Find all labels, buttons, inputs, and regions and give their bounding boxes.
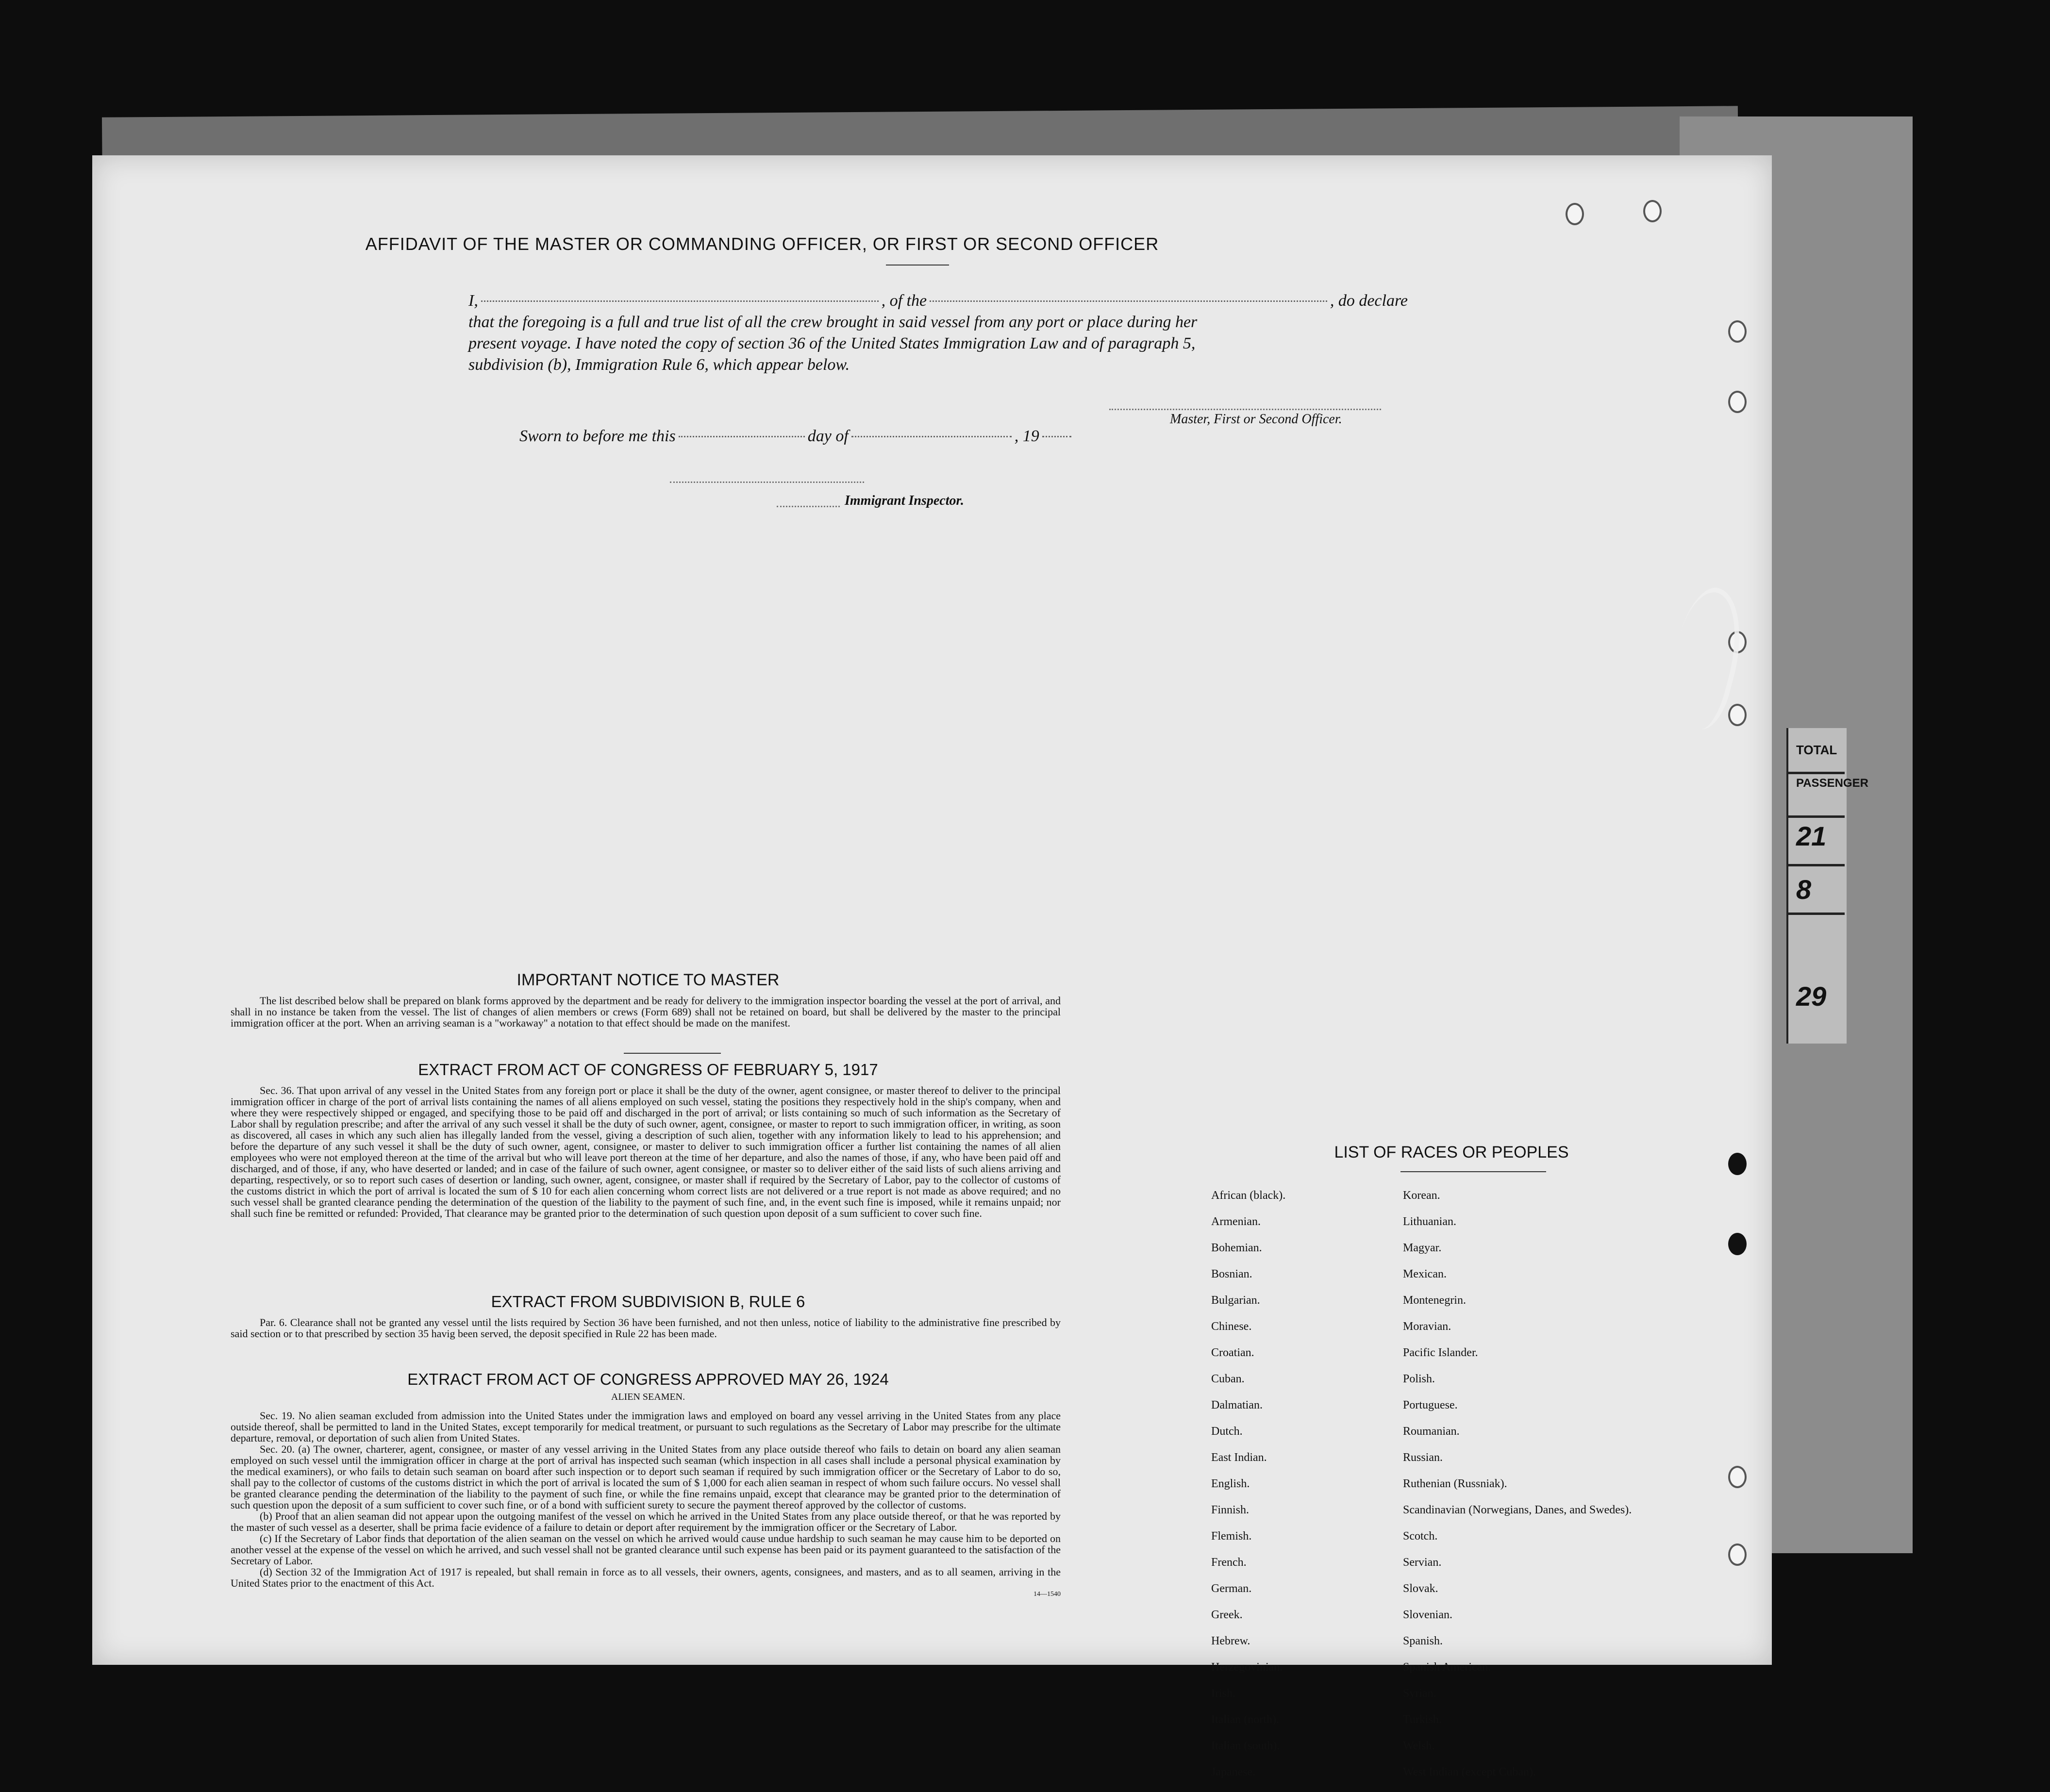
- race-item: Hebrew.: [1211, 1635, 1250, 1647]
- race-item: Lithuanian.: [1403, 1215, 1456, 1228]
- race-item: Dalmatian.: [1211, 1399, 1263, 1411]
- races-list: [1211, 1189, 1648, 1792]
- section-20b-paragraph: (b) Proof that an alien seaman did not appear upon the outgoing manifest of the vessel on which he arrived in the United States from any place outside thereof, or that he was reported by the master of such vessel as a deserter, shall be prima facie evidence of a failure to detain or deport after requirement by the immigration officer or the Secretary of Labor.: [231, 1510, 1061, 1533]
- race-item: Turkish.: [1403, 1713, 1442, 1726]
- race-item: Dutch.: [1211, 1425, 1243, 1438]
- race-item: Irish.: [1211, 1687, 1235, 1700]
- race-item: Japanese.: [1211, 1766, 1256, 1778]
- race-item: Ruthenian (Russniak).: [1403, 1477, 1507, 1490]
- race-item: Cuban.: [1211, 1373, 1245, 1385]
- race-item: Welsh.: [1403, 1740, 1435, 1752]
- race-item: Greek.: [1211, 1609, 1243, 1621]
- race-item: Montenegrin.: [1403, 1294, 1466, 1307]
- race-item: Pacific Islander.: [1403, 1346, 1478, 1359]
- race-item: Polish.: [1403, 1373, 1435, 1385]
- inspector-signature-dots: [777, 506, 840, 508]
- inspector-label: Immigrant Inspector.: [845, 493, 964, 508]
- sworn-label: Sworn to before me this: [519, 427, 676, 445]
- extract-1924-text: [231, 1410, 1061, 1600]
- sworn-month-field[interactable]: [851, 436, 1012, 437]
- race-item: East Indian.: [1211, 1451, 1267, 1464]
- affidavit-declaration: [468, 290, 1408, 376]
- race-item: Slovak.: [1403, 1582, 1438, 1595]
- race-item: Bosnian.: [1211, 1268, 1252, 1280]
- section-20a-paragraph: Sec. 20. (a) The owner, charterer, agent, consignee, or master of any vessel arriving in the United States from any place outside thereof who fails to detain on board any alien seaman employed on such vessel until the immigration officer in charge at the port of arrival has inspected such seaman (which inspection in all cases shall include a personal physical examination by the medical examiners), or who fails to detain such seaman on board after such inspection or to deport such seaman if required by such immigration officer or the Secretary of Labor to do so, shall pay to the collector of customs of the customs district in which the port of arrival is located the sum of $ 1,000 for each alien seaman in respect of whom such failure occurs. No vessel shall be granted clearance pending the determination of the liability to the payment of such fine, or while the fine remains unpaid, except that clearance may be granted prior to the determination of such question upon the deposit of a sum sufficient to cover such fine, or of a bond with sufficient surety to secure the payment thereof approved by the collector of customs.: [231, 1443, 1061, 1511]
- notice-paragraph: The list described below shall be prepared on blank forms approved by the department and be ready for delivery to the immigration inspector boarding the vessel at the port of arrival, and shall in no instance be taken from the vessel. The list of changes of alien members or crews (Form 689) shall not be retained on board, but shall be delivered by the master to the principal immigration officer at the port. When an arriving seaman is a "workaway" a notation to that effect should be made on the manifest.: [231, 995, 1061, 1029]
- vessel-name-field[interactable]: [930, 300, 1327, 302]
- sworn-line: [519, 427, 1074, 446]
- do-declare-label: , do declare: [1330, 292, 1408, 310]
- inspector-signature-line[interactable]: [670, 481, 864, 484]
- notice-text: [231, 995, 1061, 1029]
- tally-number: 8: [1796, 874, 1812, 905]
- punch-hole: [1643, 200, 1662, 222]
- declarant-name-field[interactable]: [481, 300, 879, 302]
- race-item: Slovenian.: [1403, 1609, 1452, 1621]
- race-item: African (black).: [1211, 1189, 1286, 1202]
- punch-hole: [1728, 391, 1747, 413]
- extract-1924-title: EXTRACT FROM ACT OF CONGRESS APPROVED MAY 26, 1924: [407, 1370, 889, 1388]
- tally-divider: [1786, 864, 1845, 866]
- race-item: Scotch.: [1403, 1530, 1438, 1543]
- declaration-line: [468, 290, 1408, 312]
- declaration-line: present voyage. I have noted the copy of section 36 of the United States Immigration Law and of paragraph 5,: [468, 334, 1196, 352]
- form-number: 14—1540: [1033, 1591, 1061, 1598]
- section-19-paragraph: Sec. 19. No alien seaman excluded from admission into the United States under the immigration laws and employed on board any vessel arriving in the United States from any place outside thereof, shall be permitted to land in the United States, except temporarily for medical treatment, or pursuant to such regulations as the Secretary of Labor may prescribe for the ultimate departure, removal, or deportation of such alien from United States.: [231, 1410, 1061, 1444]
- race-item: Roumanian.: [1403, 1425, 1460, 1438]
- master-signature-label: Master, First or Second Officer.: [1170, 412, 1342, 427]
- race-item: West Indian (except Cuban).: [1403, 1766, 1536, 1778]
- punch-hole: [1566, 203, 1584, 225]
- tally-divider: [1786, 772, 1845, 774]
- extract-rule6-text: [231, 1317, 1061, 1339]
- race-item: Mexican.: [1403, 1268, 1447, 1280]
- race-item: Italian (north).: [1211, 1713, 1279, 1726]
- race-item: Moravian.: [1403, 1320, 1451, 1333]
- punch-hole: [1728, 1153, 1747, 1175]
- section-20d-paragraph: (d) Section 32 of the Immigration Act of 1917 is repealed, but shall remain in force as to all vessels, their owners, agents, consignees, and masters, and as to all seamen, arriving in the United States prior to the enactment of this Act.: [231, 1566, 1061, 1589]
- declarant-prefix: I,: [468, 292, 478, 310]
- race-item: Armenian.: [1211, 1215, 1261, 1228]
- race-item: Scandinavian (Norwegians, Danes, and Swedes).: [1403, 1504, 1632, 1516]
- punch-hole: [1728, 320, 1747, 343]
- sworn-day-field[interactable]: [679, 436, 805, 437]
- tally-total-label: TOTAL: [1796, 743, 1837, 757]
- section-20c-paragraph: (c) If the Secretary of Labor finds that deportation of the alien seaman on the vessel on which he arrived would cause undue hardship to such seaman he may cause him to be deported on another vessel at the expense of the vessel on which he arrived, and such vessel shall not be granted clearance until such expense has been paid or its payment guaranteed to the satisfaction of the Secretary of Labor.: [231, 1532, 1061, 1567]
- extract-1917-text: [231, 1085, 1061, 1219]
- race-item: English.: [1211, 1477, 1250, 1490]
- race-item: Servian.: [1403, 1556, 1442, 1569]
- section-divider: [624, 1053, 721, 1054]
- race-item: French.: [1211, 1556, 1247, 1569]
- extract-1917-title: EXTRACT FROM ACT OF CONGRESS OF FEBRUARY 5, 1917: [418, 1061, 878, 1079]
- tally-number: 21: [1796, 821, 1827, 851]
- punch-hole: [1728, 1543, 1747, 1566]
- races-divider: [1400, 1171, 1546, 1172]
- race-item: Flemish.: [1211, 1530, 1252, 1543]
- tally-divider: [1786, 913, 1845, 915]
- race-item: Syrian.: [1403, 1687, 1436, 1700]
- of-the-label: , of the: [881, 292, 927, 310]
- race-item: Bohemian.: [1211, 1242, 1262, 1254]
- race-item: Spanish American.: [1403, 1661, 1491, 1674]
- race-item: German.: [1211, 1582, 1252, 1595]
- tally-number: 29: [1796, 981, 1827, 1012]
- declaration-line: subdivision (b), Immigration Rule 6, which appear below.: [468, 356, 850, 374]
- affidavit-page: [92, 155, 1772, 1778]
- punch-hole: [1728, 704, 1747, 726]
- declaration-line: that the foregoing is a full and true list of all the crew brought in said vessel from any port or place during her: [468, 313, 1198, 331]
- race-item: Korean.: [1403, 1189, 1440, 1202]
- race-item: Portuguese.: [1403, 1399, 1458, 1411]
- notice-title: IMPORTANT NOTICE TO MASTER: [517, 971, 780, 989]
- tally-divider: [1786, 815, 1845, 818]
- sworn-year-field[interactable]: [1042, 436, 1071, 437]
- race-item: Spanish.: [1403, 1635, 1443, 1647]
- affidavit-title: AFFIDAVIT OF THE MASTER OR COMMANDING OFFICER, OR FIRST OR SECOND OFFICER: [365, 234, 1159, 254]
- races-title: LIST OF RACES OR PEOPLES: [1334, 1143, 1569, 1161]
- race-item: Croatian.: [1211, 1346, 1254, 1359]
- year-label: , 19: [1014, 427, 1039, 445]
- punch-hole: [1728, 1466, 1747, 1488]
- race-item: Finnish.: [1211, 1504, 1250, 1516]
- race-item: Herzegovinian.: [1211, 1661, 1283, 1674]
- race-item: Magyar.: [1403, 1242, 1442, 1254]
- rule6-paragraph: Par. 6. Clearance shall not be granted any vessel until the lists required by Section 36 have been furnished, and not then unless, notice of liability to the administrative fine prescribed by said section or to that prescribed by section 35 havig been served, the deposit specified in Rule 22 has been made.: [231, 1316, 1061, 1340]
- day-of-label: day of: [807, 427, 849, 445]
- race-item: Russian.: [1403, 1451, 1443, 1464]
- extract-rule6-title: EXTRACT FROM SUBDIVISION B, RULE 6: [491, 1293, 805, 1311]
- alien-seamen-subtitle: ALIEN SEAMEN.: [611, 1392, 685, 1402]
- tally-passenger-label: PASSENGER: [1796, 777, 1868, 790]
- race-item: Chinese.: [1211, 1320, 1252, 1333]
- punch-hole: [1728, 1233, 1747, 1255]
- master-signature-line[interactable]: [1109, 409, 1381, 411]
- section-36-paragraph: Sec. 36. That upon arrival of any vessel in the United States from any foreign port or place it shall be the duty of the owner, agent consignee, or master thereof to deliver to the principal immigration officer in charge of the port of arrival lists containing the names of all aliens employed on such vessel, stating the positions they respectively hold in the ship's company, when and where they were respectively shipped or engaged, and specifying those to be paid off and discharged in the port of arrival; or lists containing so much of such information as the Secretary of Labor shall by regulation prescribe; and after the arrival of any such vessel it shall be the duty of such owner, agent, consignee, or master to report to such immigration officer, in writing, as soon as discovered, all cases in which any such alien has illegally landed from the vessel, giving a description of such alien, together with any information likely to lead to his apprehension; and before the departure of any such vessel it shall be the duty of such owner, agent, consignee, or master to deliver to such immigration officer a further list containing the names of all alien employees who were not employed thereon at the time of the arrival but who will leave port thereon at the time of her departure, and also the names of those, if any, who have been paid off and discharged, and of those, if any, who have deserted or landed; and in case of the failure of such owner, agent consignee, or master so to deliver either of the said lists of such aliens arriving and departing, respectively, or so to report such cases of desertion or landing, such owner, agent, consignee, or master shall if required by the Secretary of Labor, pay to the collector of customs of the customs district in which the port of arrival is located the sum of $ 10 for each alien concerning whom correct lists are not delivered or a true report is not made as above required; and no such vessel shall be granted clearance pending the determination of the question of the liability to the payment of such fine, and, in the event such fine is imposed, while it remains unpaid; nor shall such fine be remitted or refunded: Provided, That clearance may be granted prior to the determination of such question upon deposit of a sum sufficient to cover such fine.: [231, 1084, 1061, 1219]
- race-item: Bulgarian.: [1211, 1294, 1260, 1307]
- race-item: Italian (south).: [1211, 1740, 1280, 1752]
